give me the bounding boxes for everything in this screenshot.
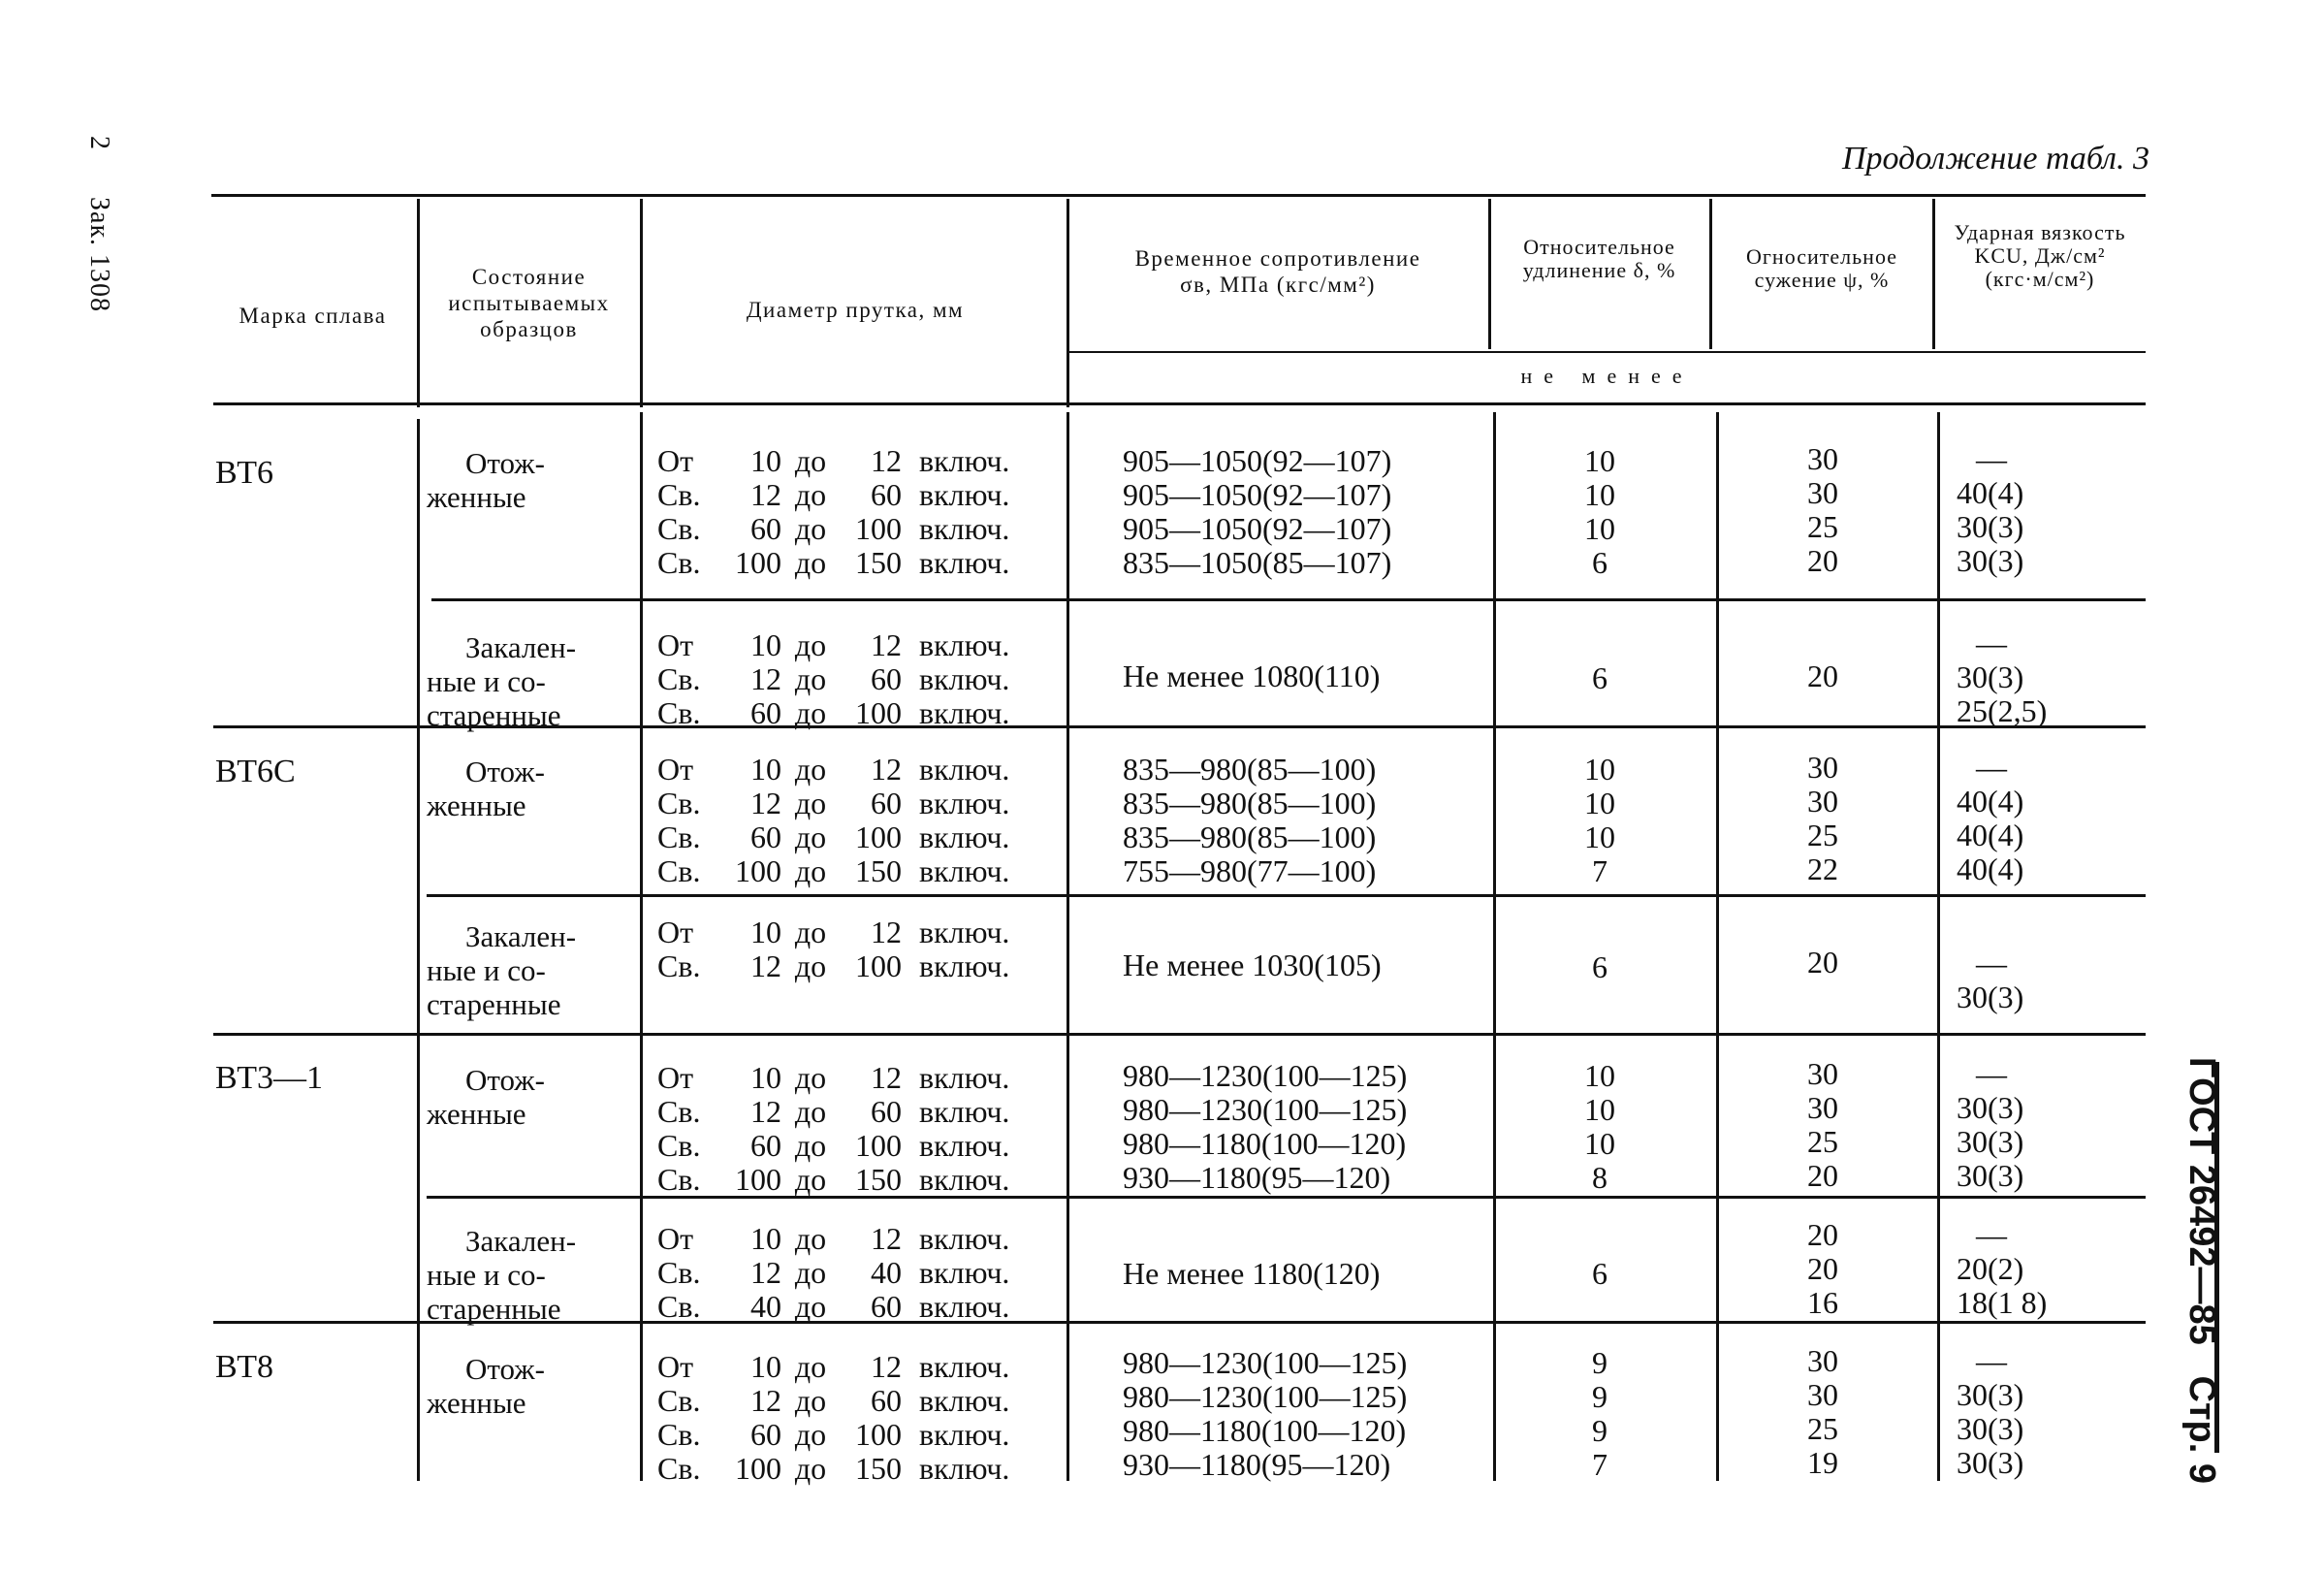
elongation-list [1512,444,1687,580]
elongation-value: 10 [1584,786,1615,820]
reduction-value: 30 [1807,1377,1838,1412]
header-divider [417,199,420,407]
strength-value: 980—1230(100—125) [1123,1092,1408,1127]
strength-value: 980—1180(100—120) [1123,1126,1407,1161]
diameter-row: Св. 12 до 100 включ. [657,948,1010,983]
impact-value: 30(3) [1957,1377,2024,1412]
elongation-value: 6 [1592,660,1608,695]
reduction-value: 30 [1807,750,1838,785]
impact-value: 30(3) [1957,659,2024,694]
strength-value: Не менее 1080(110) [1123,659,1381,693]
diameter-row: Св. 100 до 150 включ. [657,1162,1010,1197]
impact-value: 40(4) [1957,818,2024,852]
diameter-list [657,1222,1084,1324]
order-number: Зак. 1308 [84,197,114,313]
reduction-value: 30 [1807,475,1838,510]
reduction-value: 20 [1807,659,1838,693]
reduction-value: 20 [1807,1158,1838,1193]
grade-label: ВТ3—1 [215,1060,323,1096]
elongation-list [1512,1059,1687,1195]
strength-value: 835—980(85—100) [1123,786,1377,820]
diameter-row: Св. 12 до 60 включ. [657,661,1010,696]
elongation-value: 10 [1584,819,1615,854]
impact-value: — [1976,441,2007,476]
diameter-row: От 10 до 12 включ. [657,443,1010,478]
strength-value: 835—980(85—100) [1123,752,1377,787]
elongation-value: 9 [1592,1379,1608,1414]
elongation-value: 7 [1592,1447,1608,1482]
diameter-row: Св. 60 до 100 включ. [657,695,1010,730]
impact-value: 30(3) [1957,509,2024,544]
impact-value: — [1976,1343,2007,1378]
diameter-row: От 10 до 12 включ. [657,915,1010,949]
header-divider [1709,199,1712,349]
diameter-list [657,1350,1084,1486]
condition-label: Отож- женные [427,1063,545,1131]
impact-list [1957,1218,2047,1320]
reduction-list [1735,442,1910,578]
header-strength-line1: Временное сопротивление [1134,246,1421,271]
impact-value: 30(3) [1957,1124,2024,1159]
diameter-list [657,1061,1084,1197]
header-grade: Марка сплава [239,304,387,328]
impact-value: 30(3) [1957,1090,2024,1125]
diameter-row: От 10 до 12 включ. [657,627,1010,662]
strength-value: 980—1230(100—125) [1123,1345,1408,1380]
diameter-row: Св. 60 до 100 включ. [657,1128,1010,1163]
diameter-row: От 10 до 12 включ. [657,1060,1010,1095]
strength-value: 980—1230(100—125) [1123,1379,1408,1414]
header-not-less: не менее [1520,364,1694,388]
strength-value: 905—1050(92—107) [1123,443,1392,478]
impact-value: 40(4) [1957,475,2024,510]
impact-list [1957,626,2047,728]
strength-value: Не менее 1180(120) [1123,1256,1381,1291]
strength-value: 835—980(85—100) [1123,819,1377,854]
elongation-value: 6 [1592,1256,1608,1291]
impact-value: — [1976,1056,2007,1091]
header-impact: Ударная вязкость KCU, Дж/см² (кгс·м/см²) [1954,220,2126,291]
diameter-row: От 10 до 12 включ. [657,1349,1010,1384]
strength-list [1123,753,1376,888]
strength-list [1123,444,1391,580]
reduction-value: 20 [1807,945,1838,980]
strength-value: 930—1180(95—120) [1123,1160,1391,1195]
impact-value: — [1976,750,2007,785]
elongation-value: 10 [1584,477,1615,512]
reduction-list [1735,1218,1910,1320]
diameter-row: Св. 12 до 60 включ. [657,1094,1010,1129]
impact-value: 40(4) [1957,784,2024,819]
impact-value: 20(2) [1957,1251,2024,1286]
condition-label: Отож- женные [427,1352,545,1420]
reduction-value: 19 [1807,1445,1838,1480]
impact-list [1957,442,2023,578]
header-reduction: Огносительное сужение ψ, % [1746,244,1897,292]
reduction-value: 16 [1807,1285,1838,1320]
diameter-row: Св. 60 до 100 включ. [657,1417,1010,1452]
header-condition: Состояние испытываемых образцов [448,265,610,341]
strength-value: 980—1180(100—120) [1123,1413,1407,1448]
elongation-value: 6 [1592,545,1608,580]
grade-label: ВТ6 [215,455,273,491]
diameter-row: Св. 12 до 60 включ. [657,786,1010,820]
diameter-list [657,753,1084,888]
reduction-value: 25 [1807,818,1838,852]
impact-value: 30(3) [1957,980,2024,1014]
elongation-value: 10 [1584,1092,1615,1127]
strength-value: 755—980(77—100) [1123,853,1377,888]
page-number: 2 [84,136,114,150]
elongation-value: 10 [1584,1126,1615,1161]
row-rule [427,894,2146,897]
elongation-value: 10 [1584,511,1615,546]
header-bottom-rule [213,402,2146,405]
diameter-list [657,628,1084,730]
reduction-list [1735,1344,1910,1480]
strength-value: 930—1180(95—120) [1123,1447,1391,1482]
diameter-row: Св. 40 до 60 включ. [657,1289,1010,1324]
elongation-value: 9 [1592,1345,1608,1380]
reduction-value: 25 [1807,1411,1838,1446]
diameter-row: От 10 до 12 включ. [657,1221,1010,1256]
header-diameter: Диаметр прутка, мм [746,298,965,322]
standard-number: ГОСТ 26492—85 [2181,1057,2222,1345]
elongation-value: 10 [1584,752,1615,787]
grade-label: ВТ6С [215,754,296,789]
header-strength-line2: σв, МПа (кгс/мм²) [1180,273,1376,297]
diameter-row: Св. 60 до 100 включ. [657,819,1010,854]
diameter-list [657,444,1084,580]
impact-value: 25(2,5) [1957,693,2048,728]
impact-value: 30(3) [1957,1411,2024,1446]
elongation-value: 7 [1592,853,1608,888]
header-divider [1488,199,1491,349]
elongation-value: 10 [1584,1058,1615,1093]
reduction-value: 30 [1807,1056,1838,1091]
right-margin-note [2181,1057,2222,1484]
diameter-row: Св. 100 до 150 включ. [657,1451,1010,1486]
impact-value: — [1976,626,2007,660]
left-margin-note [83,136,114,351]
page-label: Стр. 9 [2181,1375,2222,1485]
condition-label: Отож- женные [427,755,545,822]
elongation-list [1512,1346,1687,1482]
reduction-list [1735,751,1910,886]
impact-list [1957,947,2023,1014]
condition-label: Отож- женные [427,446,545,514]
reduction-value: 30 [1807,1090,1838,1125]
impact-list [1957,751,2023,886]
reduction-list [1735,1057,1910,1193]
condition-label: Закален- ные и со- старенные [427,919,577,1021]
table-top-rule [211,194,2146,197]
reduction-value: 20 [1807,1251,1838,1286]
diameter-row: Св. 100 до 150 включ. [657,545,1010,580]
reduction-value: 30 [1807,784,1838,819]
impact-value: 40(4) [1957,851,2024,886]
strength-value: 980—1230(100—125) [1123,1058,1408,1093]
grade-label: ВТ8 [215,1349,273,1385]
elongation-value: 10 [1584,443,1615,478]
elongation-value: 8 [1592,1160,1608,1195]
elongation-list [1512,753,1687,888]
reduction-value: 22 [1807,851,1838,886]
diameter-list [657,915,1084,983]
diameter-row: Св. 100 до 150 включ. [657,853,1010,888]
impact-value: 18(1 8) [1957,1285,2048,1320]
impact-value: — [1976,1217,2007,1252]
condition-label: Закален- ные и со- старенные [427,1224,577,1326]
impact-value: 30(3) [1957,1445,2024,1480]
header-divider [640,199,643,407]
row-rule [431,598,2146,601]
strength-value: Не менее 1030(105) [1123,948,1382,982]
elongation-value: 9 [1592,1413,1608,1448]
header-divider [1932,199,1935,349]
diameter-row: Св. 12 до 60 включ. [657,1383,1010,1418]
reduction-value: 20 [1807,1217,1838,1252]
reduction-value: 25 [1807,509,1838,544]
reduction-value: 30 [1807,1343,1838,1378]
header-inner-rule [1068,351,2146,353]
diameter-row: Св. 12 до 40 включ. [657,1255,1010,1290]
elongation-value: 6 [1592,949,1608,984]
impact-list [1957,1344,2023,1480]
strength-list [1123,1346,1407,1482]
diameter-row: Св. 12 до 60 включ. [657,477,1010,512]
header-divider [1066,199,1069,407]
table-continuation-title: Продолжение табл. 3 [1841,141,2149,177]
impact-list [1957,1057,2023,1193]
impact-value: 30(3) [1957,543,2024,578]
strength-list [1123,1059,1407,1195]
reduction-value: 30 [1807,441,1838,476]
impact-value: — [1976,946,2007,980]
diameter-row: Св. 60 до 100 включ. [657,511,1010,546]
header-strength [1074,245,1481,298]
strength-value: 905—1050(92—107) [1123,511,1392,546]
strength-value: 835—1050(85—107) [1123,545,1392,580]
condition-label: Закален- ные и со- старенные [427,630,577,732]
reduction-value: 25 [1807,1124,1838,1159]
impact-value: 30(3) [1957,1158,2024,1193]
strength-value: 905—1050(92—107) [1123,477,1392,512]
row-rule [213,1033,2146,1036]
reduction-value: 20 [1807,543,1838,578]
diameter-row: От 10 до 12 включ. [657,752,1010,787]
header-elongation: Относительное удлинение δ, % [1522,235,1676,282]
